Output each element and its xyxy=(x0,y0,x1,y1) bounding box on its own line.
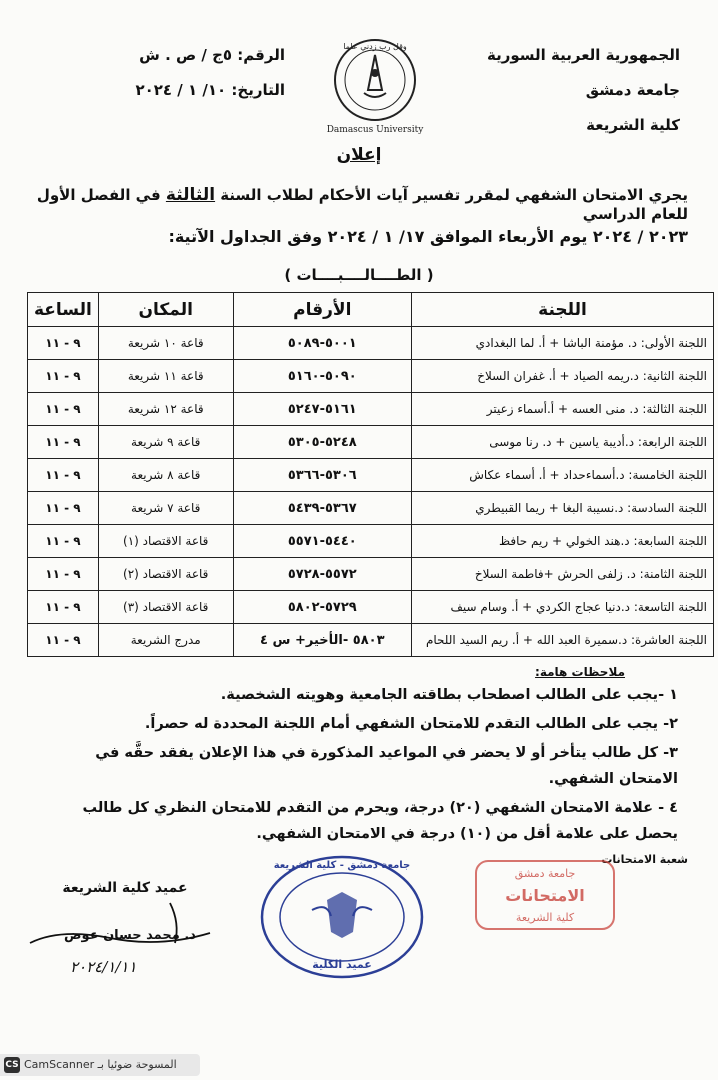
committee-cell: اللجنة التاسعة: د.دنيا عجاج الكردي + أ. وسام سيف xyxy=(411,591,713,624)
place-cell: قاعة ٩ شريعة xyxy=(98,426,233,459)
numbers-cell: ٥٨٠٣ -الأخير+ س ٤ xyxy=(233,624,411,657)
dean-signature-date: ٢٠٢٤/١/١١ xyxy=(70,958,137,976)
table-row xyxy=(28,360,714,393)
table-row xyxy=(28,525,714,558)
place-cell: قاعة الاقتصاد (٢) xyxy=(98,558,233,591)
document-date: التاريخ: ١٠/ ١ / ٢٠٢٤ xyxy=(135,81,285,99)
place-cell: مدرج الشريعة xyxy=(98,624,233,657)
time-cell: ٩ - ١١ xyxy=(28,591,99,624)
exam-office-stamp xyxy=(470,855,620,935)
numbers-cell: ٥٣٠٦-٥٣٦٦ xyxy=(233,459,411,492)
scanner-watermark xyxy=(0,1054,200,1076)
logo-caption: Damascus University xyxy=(326,125,424,135)
numbers-cell: ٥٧٢٩-٥٨٠٢ xyxy=(233,591,411,624)
table-row xyxy=(28,393,714,426)
note-item: ١ -يجب على الطالب اصطحاب بطاقته الجامعية وهويته الشخصية. xyxy=(220,687,678,703)
committee-cell: اللجنة الثامنة: د. زلفى الحرش +فاطمة السلاخ xyxy=(411,558,713,591)
table-row xyxy=(28,327,714,360)
institution-header xyxy=(470,38,680,143)
header-numbers: الأرقام xyxy=(233,293,411,327)
intro-start: يجري الامتحان الشفهي لمقرر تفسير آيات الأحكام لطلاب السنة xyxy=(215,186,688,204)
time-cell: ٩ - ١١ xyxy=(28,459,99,492)
place-cell: قاعة الاقتصاد (١) xyxy=(98,525,233,558)
seal-bottom: عميد الكلية xyxy=(312,958,372,971)
numbers-cell: ٥٠٠١-٥٠٨٩ xyxy=(233,327,411,360)
note-item: ٣- كل طالب يتأخر أو لا يحضر في المواعيد المذكورة في هذا الإعلان يفقد حقَّه في الامتحان الشفهي. xyxy=(95,745,678,787)
header-committee: اللجنة xyxy=(411,293,713,327)
intro-line-2: ٢٠٢٣ / ٢٠٢٤ يوم الأربعاء الموافق ١٧/ ١ / ٢٠٢٤ وفق الجداول الآتية: xyxy=(168,227,688,246)
stamp-text: الامتحانات xyxy=(505,886,585,905)
table-row xyxy=(28,459,714,492)
place-cell: قاعة ١٠ شريعة xyxy=(98,327,233,360)
header-time: الساعة xyxy=(28,293,99,327)
dean-title: عميد كلية الشريعة xyxy=(62,880,188,896)
faculty-seal xyxy=(257,852,427,982)
stamp-bottom: كلية الشريعة xyxy=(515,911,575,924)
table-row xyxy=(28,558,714,591)
stamp-top: جامعة دمشق xyxy=(514,867,576,880)
numbers-cell: ٥٠٩٠-٥١٦٠ xyxy=(233,360,411,393)
numbers-cell: ٥٢٤٨-٥٣٠٥ xyxy=(233,426,411,459)
reference-number: الرقم: ٥ج / ص . ش xyxy=(139,46,285,64)
note-item: ٢- يجب على الطالب التقدم للامتحان الشفهي أمام اللجنة المحددة له حصراً. xyxy=(144,716,678,732)
note-item: ٤ - علامة الامتحان الشفهي (٢٠) درجة، ويحرم من التقدم للامتحان النظري كل طالب يحصل على علامة أقل من (١٠) درجة في الامتحان الشفهي. xyxy=(82,800,678,842)
time-cell: ٩ - ١١ xyxy=(28,624,99,657)
time-cell: ٩ - ١١ xyxy=(28,426,99,459)
committee-cell: اللجنة العاشرة: د.سميرة العبد الله + أ. ريم السيد اللحام xyxy=(411,624,713,657)
table-row xyxy=(28,426,714,459)
camscanner-icon: CS xyxy=(4,1057,20,1073)
exam-office-label: شعبة الامتحانات xyxy=(601,853,688,866)
table-row xyxy=(28,492,714,525)
notes-list xyxy=(38,682,678,850)
committee-cell: اللجنة الثانية: د.ريمه الصياد + أ. غفران السلاخ xyxy=(411,360,713,393)
time-cell: ٩ - ١١ xyxy=(28,558,99,591)
numbers-cell: ٥٤٤٠-٥٥٧١ xyxy=(233,525,411,558)
time-cell: ٩ - ١١ xyxy=(28,360,99,393)
scanner-text: المسوحة ضوئيا بـ CamScanner xyxy=(24,1058,177,1071)
university-logo xyxy=(320,35,430,135)
table-header-row xyxy=(28,293,714,327)
time-cell: ٩ - ١١ xyxy=(28,393,99,426)
dean-name: د. محمد حسان عوض xyxy=(64,928,196,943)
header-place: المكان xyxy=(98,293,233,327)
intro-line-1 xyxy=(18,185,688,223)
place-cell: قاعة ٨ شريعة xyxy=(98,459,233,492)
students-label: ( الطــــالــــبــــات ) xyxy=(284,266,434,284)
place-cell: قاعة ٧ شريعة xyxy=(98,492,233,525)
committee-cell: اللجنة السابعة: د.هند الخولي + ريم حافظ xyxy=(411,525,713,558)
place-cell: قاعة ١٢ شريعة xyxy=(98,393,233,426)
reference-block xyxy=(70,38,285,108)
time-cell: ٩ - ١١ xyxy=(28,492,99,525)
country-name: الجمهورية العربية السورية xyxy=(487,46,680,64)
numbers-cell: ٥٥٧٢-٥٧٢٨ xyxy=(233,558,411,591)
committee-cell: اللجنة الرابعة: د.أديبة ياسين + د. رنا موسى xyxy=(411,426,713,459)
table-row xyxy=(28,591,714,624)
committee-cell: اللجنة الخامسة: د.أسماءحداد + أ. أسماء عكاش xyxy=(411,459,713,492)
place-cell: قاعة الاقتصاد (٣) xyxy=(98,591,233,624)
time-cell: ٩ - ١١ xyxy=(28,525,99,558)
time-cell: ٩ - ١١ xyxy=(28,327,99,360)
faculty-name: كلية الشريعة xyxy=(586,116,680,134)
announcement-title: إعلان xyxy=(336,145,382,165)
notes-heading: ملاحظات هامة: xyxy=(535,665,625,679)
logo-motto: وقل رب زدني علما xyxy=(343,42,407,51)
place-cell: قاعة ١١ شريعة xyxy=(98,360,233,393)
seal-text: جامعة دمشق - كلية الشريعة xyxy=(273,860,411,871)
intro-end: في الفصل الأول للعام الدراسي xyxy=(36,186,688,223)
committee-cell: اللجنة الثالثة: د. منى العسه + أ.أسماء زعيتر xyxy=(411,393,713,426)
university-name: جامعة دمشق xyxy=(585,81,680,99)
intro-highlight-year: الثالثة xyxy=(165,185,216,205)
schedule-table xyxy=(27,292,714,657)
numbers-cell: ٥١٦١-٥٢٤٧ xyxy=(233,393,411,426)
table-row xyxy=(28,624,714,657)
committee-cell: اللجنة الأولى: د. مؤمنة الباشا + أ. لما البغدادي xyxy=(411,327,713,360)
numbers-cell: ٥٣٦٧-٥٤٣٩ xyxy=(233,492,411,525)
committee-cell: اللجنة السادسة: د.نسيبة البغا + ريما القبيطري xyxy=(411,492,713,525)
